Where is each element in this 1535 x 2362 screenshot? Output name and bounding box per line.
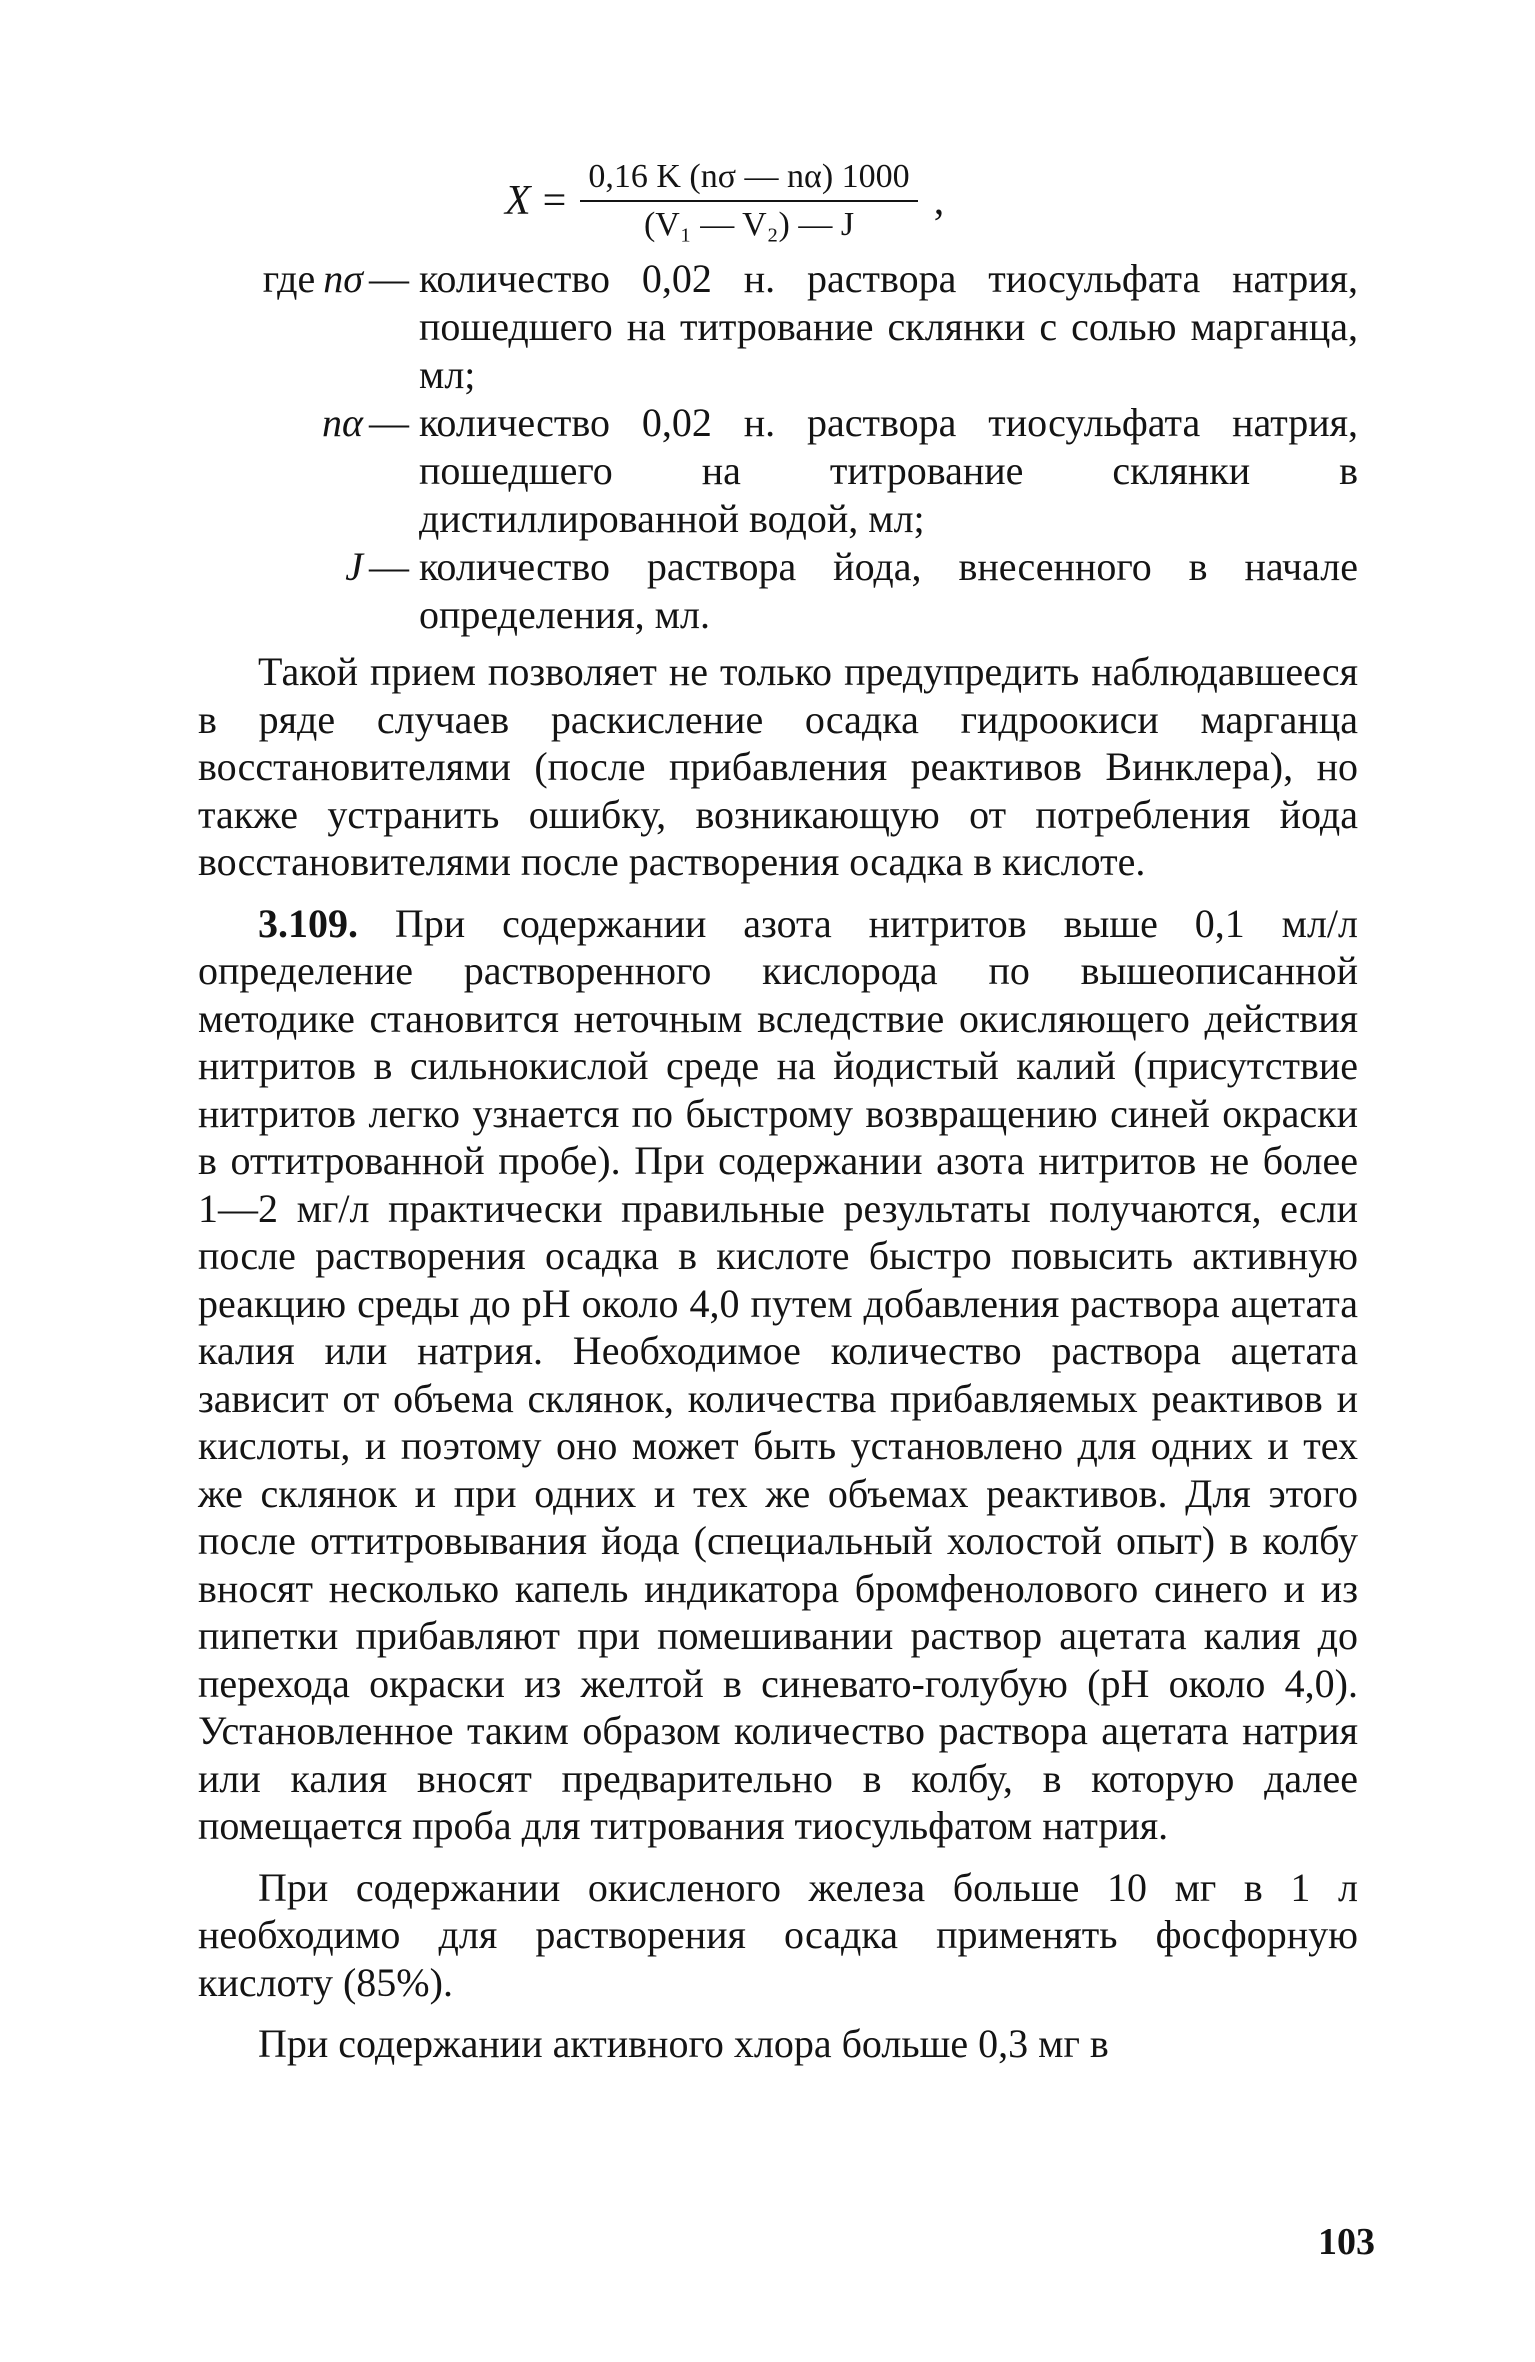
definition-symbol-text: nσ <box>323 256 363 301</box>
formula-numerator: 0,16 K (nσ — nα) 1000 <box>580 158 917 202</box>
paragraph <box>198 648 1358 886</box>
definition-dash: — <box>369 256 409 301</box>
section-number: 3.109. <box>258 900 358 946</box>
variable-definitions <box>198 255 1358 639</box>
paragraph <box>198 900 1358 1850</box>
definition-text: количество раствора йода, внесенного в начале определения, мл. <box>419 544 1358 637</box>
formula-denominator: (V₁ — V₂) — J <box>643 206 855 243</box>
formula-trail: , <box>933 178 945 224</box>
definition-lead: где <box>262 256 316 301</box>
definition-symbol <box>198 399 363 543</box>
definition-symbol-text: J <box>345 544 363 589</box>
definition-dash: — <box>369 544 409 589</box>
paragraph-text: При содержании активного хлора больше 0,3 мг в <box>258 2021 1109 2066</box>
formula <box>505 158 944 244</box>
definition-dash: — <box>369 400 409 445</box>
formula-fraction <box>580 158 917 244</box>
definition-symbol <box>198 255 363 399</box>
paragraph <box>198 1864 1358 2007</box>
definition-symbol <box>198 543 363 639</box>
paragraph-text: Такой прием позволяет не только предупредить наблюдавшееся в ряде случаев раскисление осадка гидроокиси марганца восстановителями (после прибавления реактивов Винклера), но также устранить ошибку, возникающую от потребления йода восстановителями после растворения осадка в кислоте. <box>198 649 1358 884</box>
definition-item <box>198 255 1358 399</box>
definition-text: количество 0,02 н. раствора тиосульфата натрия, пошедшего на титрование склянки в дистиллированной водой, мл; <box>419 400 1358 541</box>
definition-item <box>198 399 1358 543</box>
definition-symbol-text: nα <box>322 400 363 445</box>
body-text <box>198 648 1358 2068</box>
formula-lhs: X <box>505 178 531 224</box>
formula-equals: = <box>542 178 567 224</box>
paragraph-text: При содержании азота нитритов выше 0,1 мл/л определение растворенного кислорода по вышеописанной методике становится неточным вследствие окисляющего действия нитритов в сильнокислой среде на йодистый калий (присутствие нитритов легко узнается по быстрому возвращению синей окраски в оттитрованной пробе). При содержании азота нитритов не более 1—2 мг/л практически правильные результаты получаются, если после растворения осадка в кислоте быстро повысить активную реакцию среды до pH около 4,0 путем добавления раствора ацетата калия или натрия. Необходимое количество раствора ацетата зависит от объема склянок, количества прибавляемых реактивов и кислоты, и поэтому оно может быть установлено для одних и тех же склянок и при одних и тех же объемах реактивов. Для этого после оттитровывания йода (специальный холостой опыт) в колбу вносят несколько капель индикатора бромфенолового синего и из пипетки прибавляют при помешивании раствор ацетата калия до перехода окраски из желтой в синевато-голубую (pH около 4,0). Установленное таким образом количество раствора ацетата натрия или калия вносят предварительно в колбу, в которую далее помещается проба для титрования тиосульфатом натрия. <box>198 900 1358 1848</box>
definition-text: количество 0,02 н. раствора тиосульфата натрия, пошедшего на титрование склянки с солью марганца, мл; <box>419 256 1358 397</box>
paragraph-text: При содержании окисленого железа больше 10 мг в 1 л необходимо для растворения осадка применять фосфорную кислоту (85%). <box>198 1864 1358 2005</box>
page-number: 103 <box>1318 2221 1375 2263</box>
definition-item <box>198 543 1358 639</box>
paragraph <box>198 2020 1358 2068</box>
